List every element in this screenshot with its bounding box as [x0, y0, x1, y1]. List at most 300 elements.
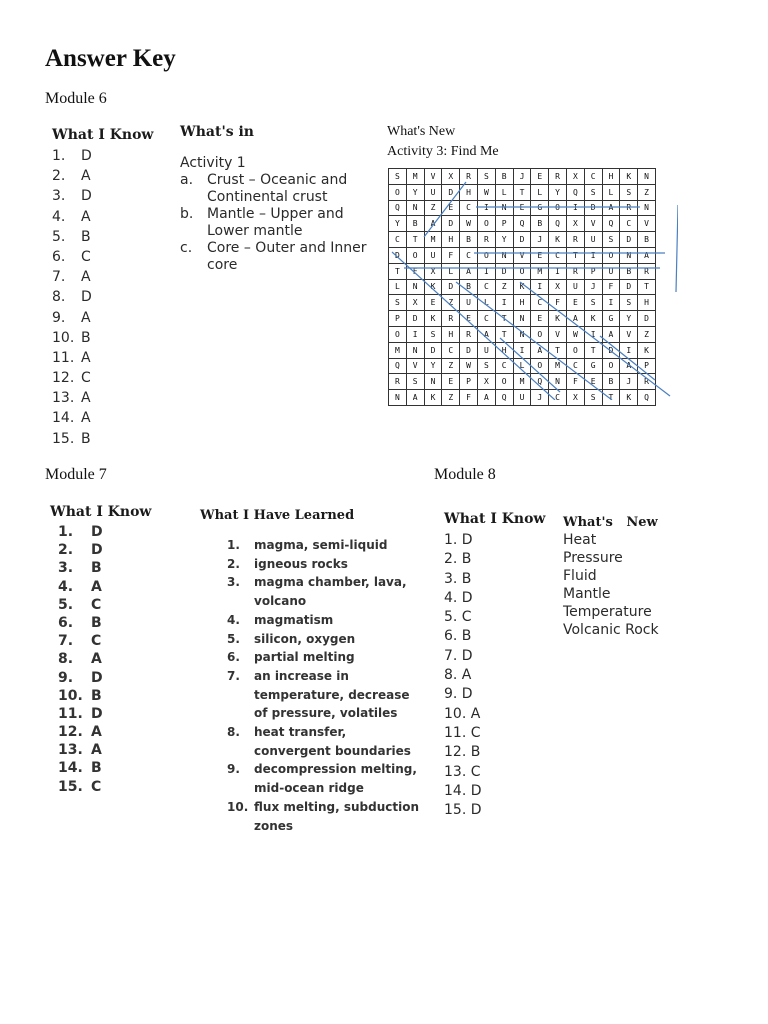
grid-cell: I: [477, 200, 495, 216]
item-text: flux melting, subduction zones: [254, 799, 419, 833]
module-6-heading: Module 6: [45, 90, 107, 107]
grid-cell: I: [406, 326, 424, 342]
item-answer: D: [81, 188, 92, 205]
grid-cell: A: [638, 247, 656, 263]
grid-cell: T: [406, 232, 424, 248]
grid-cell: A: [620, 358, 638, 374]
item-number: 7.: [52, 269, 66, 286]
grid-cell: S: [584, 184, 602, 200]
grid-cell: E: [442, 200, 460, 216]
grid-cell: N: [549, 374, 567, 390]
grid-cell: O: [513, 263, 531, 279]
item-number: 15.: [58, 778, 83, 795]
item-answer: D: [91, 705, 103, 722]
item-answer: B: [81, 329, 91, 346]
grid-cell: D: [495, 263, 513, 279]
grid-cell: I: [584, 247, 602, 263]
grid-cell: R: [549, 169, 567, 185]
item-answer: B: [91, 614, 102, 631]
item-answer: A: [81, 410, 91, 427]
item-answer: D: [91, 524, 103, 540]
item-answer: C: [91, 633, 102, 650]
module-6-what-i-know: [52, 127, 153, 451]
answer-item: 15. D: [444, 802, 482, 819]
item-number: 11.: [52, 349, 75, 366]
item-answer: B: [81, 228, 91, 245]
grid-cell: V: [638, 216, 656, 232]
grid-cell: J: [513, 169, 531, 185]
grid-cell: I: [584, 326, 602, 342]
answer-item: 4. D: [444, 589, 473, 606]
grid-cell: R: [389, 374, 407, 390]
grid-cell: N: [620, 247, 638, 263]
grid-cell: K: [549, 232, 567, 248]
item-text: decompression melting, mid-ocean ridge: [254, 762, 417, 796]
module-7-what-i-have-learned-list: [227, 536, 420, 835]
item-answer: D: [81, 289, 92, 306]
grid-cell: S: [477, 169, 495, 185]
item-answer: B: [81, 430, 91, 447]
grid-cell: S: [620, 184, 638, 200]
grid-cell: Z: [424, 200, 442, 216]
grid-cell: L: [602, 184, 620, 200]
grid-cell: L: [477, 295, 495, 311]
item-number: 7.: [58, 633, 74, 650]
grid-cell: L: [389, 279, 407, 295]
learned-item: [227, 723, 420, 760]
grid-cell: Z: [442, 390, 460, 406]
grid-cell: E: [531, 311, 549, 327]
answer-item: [58, 542, 151, 560]
grid-cell: K: [620, 390, 638, 406]
grid-cell: M: [531, 263, 549, 279]
word-search-answer-lines: [388, 168, 678, 400]
module-7-what-i-have-learned-heading: What I Have Learned: [200, 508, 355, 523]
grid-cell: S: [477, 358, 495, 374]
item-answer: B: [91, 687, 102, 704]
term-item: Volcanic Rock: [563, 622, 659, 638]
grid-cell: W: [477, 184, 495, 200]
grid-cell: E: [460, 311, 478, 327]
grid-cell: Q: [549, 216, 567, 232]
answer-item: 8. A: [444, 667, 472, 684]
item-answer: D: [91, 669, 103, 686]
item-number: 2.: [58, 542, 74, 559]
module-8-whats-new-heading: What's New: [563, 515, 658, 530]
grid-cell: Y: [389, 216, 407, 232]
grid-cell: E: [531, 247, 549, 263]
grid-cell: N: [638, 200, 656, 216]
grid-cell: D: [442, 184, 460, 200]
grid-cell: F: [549, 295, 567, 311]
grid-cell: G: [584, 358, 602, 374]
grid-cell: X: [424, 263, 442, 279]
grid-cell: U: [424, 184, 442, 200]
grid-cell: C: [389, 232, 407, 248]
item-number: 5.: [58, 596, 74, 613]
item-letter: b.: [180, 206, 194, 222]
item-number: 2.: [227, 556, 240, 571]
term-item: Temperature: [563, 604, 652, 620]
module-8-what-i-know-list: [444, 532, 545, 821]
grid-cell: I: [620, 342, 638, 358]
grid-cell: Y: [406, 184, 424, 200]
module-8-what-i-know-heading: What I Know: [444, 511, 546, 527]
grid-cell: M: [406, 169, 424, 185]
item-answer: A: [81, 168, 91, 185]
grid-cell: N: [406, 279, 424, 295]
answer-item: [58, 615, 151, 633]
item-text: partial melting: [254, 650, 355, 665]
grid-cell: H: [638, 295, 656, 311]
module-6-what-i-know-list: [52, 148, 153, 451]
grid-cell: B: [460, 232, 478, 248]
item-text: Core – Outer and Inner core: [207, 240, 367, 273]
grid-cell: S: [389, 169, 407, 185]
answer-item: 11. C: [444, 724, 481, 741]
grid-cell: S: [584, 390, 602, 406]
grid-cell: C: [477, 279, 495, 295]
item-number: 11.: [58, 705, 83, 722]
grid-cell: K: [549, 311, 567, 327]
grid-cell: F: [406, 263, 424, 279]
grid-cell: Z: [442, 358, 460, 374]
grid-cell: D: [513, 232, 531, 248]
learned-item: [227, 667, 420, 723]
module-8-whats-new: [563, 515, 659, 640]
grid-cell: W: [460, 216, 478, 232]
grid-cell: W: [460, 358, 478, 374]
item-answer: A: [81, 349, 91, 366]
module-7-what-i-know-heading: What I Know: [50, 504, 152, 520]
grid-cell: V: [406, 358, 424, 374]
grid-cell: Q: [566, 184, 584, 200]
answer-item: [52, 148, 153, 168]
grid-cell: D: [620, 279, 638, 295]
grid-cell: K: [424, 390, 442, 406]
item-answer: A: [91, 651, 102, 668]
item-text: magma, semi-liquid: [254, 538, 388, 552]
grid-cell: Z: [638, 326, 656, 342]
grid-cell: D: [442, 216, 460, 232]
grid-cell: T: [566, 247, 584, 263]
item-number: 12.: [52, 370, 75, 387]
item-number: 9.: [58, 669, 74, 686]
grid-cell: C: [442, 342, 460, 358]
answer-item: [52, 249, 153, 269]
grid-cell: R: [566, 263, 584, 279]
module-8-whats-new-list: [563, 532, 659, 640]
grid-cell: C: [549, 390, 567, 406]
grid-cell: K: [638, 342, 656, 358]
grid-cell: D: [389, 247, 407, 263]
answer-item: 14. D: [444, 782, 482, 799]
item-answer: C: [91, 778, 102, 795]
grid-cell: F: [602, 279, 620, 295]
grid-cell: I: [549, 263, 567, 279]
grid-cell: T: [389, 263, 407, 279]
learned-item: [227, 630, 420, 649]
grid-cell: N: [495, 247, 513, 263]
answer-item: [58, 633, 151, 651]
grid-cell: K: [424, 311, 442, 327]
module-6-whats-new-heading: What's New: [387, 124, 456, 139]
answer-item: 12. B: [444, 744, 481, 761]
grid-cell: D: [424, 342, 442, 358]
grid-cell: S: [389, 295, 407, 311]
answer-line-diagonal-4: [500, 338, 560, 392]
item-number: 8.: [58, 651, 74, 668]
grid-cell: A: [602, 326, 620, 342]
grid-cell: R: [460, 169, 478, 185]
grid-cell: O: [549, 200, 567, 216]
item-answer: A: [81, 208, 91, 225]
grid-cell: U: [513, 390, 531, 406]
grid-cell: E: [424, 295, 442, 311]
answer-item: 5. C: [444, 609, 472, 626]
grid-cell: R: [638, 263, 656, 279]
grid-cell: R: [638, 374, 656, 390]
grid-cell: B: [460, 279, 478, 295]
item-number: 5.: [52, 228, 66, 245]
answer-item: [58, 724, 151, 742]
item-number: 1.: [58, 524, 74, 540]
grid-cell: I: [477, 263, 495, 279]
answer-item: 10. A: [444, 705, 481, 722]
answer-item: [58, 524, 151, 542]
grid-cell: V: [513, 247, 531, 263]
grid-cell: A: [460, 263, 478, 279]
grid-cell: O: [495, 374, 513, 390]
grid-cell: O: [531, 326, 549, 342]
item-number: 6.: [227, 650, 240, 665]
grid-cell: C: [495, 358, 513, 374]
answer-line-mantle: [424, 182, 466, 237]
grid-cell: R: [477, 232, 495, 248]
grid-cell: R: [566, 232, 584, 248]
item-answer: A: [81, 309, 91, 326]
grid-cell: H: [495, 342, 513, 358]
item-number: 12.: [58, 724, 83, 741]
grid-cell: B: [495, 169, 513, 185]
item-number: 3.: [52, 188, 66, 205]
grid-cell: K: [620, 169, 638, 185]
grid-cell: H: [602, 169, 620, 185]
item-number: 3.: [227, 575, 240, 590]
grid-cell: D: [602, 342, 620, 358]
grid-cell: J: [584, 279, 602, 295]
grid-cell: L: [513, 358, 531, 374]
answer-item: [52, 289, 153, 309]
item-text: heat transfer, convergent boundaries: [254, 725, 411, 758]
grid-cell: B: [620, 263, 638, 279]
answer-item: 9. D: [444, 686, 473, 703]
grid-cell: C: [549, 247, 567, 263]
module-7-what-i-know: [50, 504, 151, 797]
item-number: 2.: [52, 168, 66, 185]
answer-item: [52, 330, 153, 350]
grid-cell: H: [513, 295, 531, 311]
item-answer: C: [91, 596, 102, 613]
grid-cell: A: [566, 311, 584, 327]
item-number: 6.: [52, 248, 66, 265]
grid-cell: F: [460, 390, 478, 406]
grid-cell: S: [406, 374, 424, 390]
answer-item: 7. D: [444, 647, 473, 664]
grid-cell: N: [638, 169, 656, 185]
grid-cell: D: [584, 200, 602, 216]
grid-cell: A: [406, 390, 424, 406]
grid-cell: K: [513, 279, 531, 295]
answer-item: [52, 431, 153, 451]
grid-cell: X: [442, 169, 460, 185]
grid-cell: A: [477, 326, 495, 342]
grid-cell: O: [566, 342, 584, 358]
grid-cell: B: [531, 216, 549, 232]
grid-cell: B: [638, 232, 656, 248]
item-answer: A: [91, 742, 102, 759]
item-answer: D: [91, 542, 103, 559]
answer-item: [52, 188, 153, 208]
grid-cell: T: [584, 342, 602, 358]
learned-item: [227, 555, 420, 574]
grid-cell: T: [549, 342, 567, 358]
module-6-whats-in-heading: What's in: [180, 124, 254, 140]
grid-cell: A: [424, 216, 442, 232]
grid-cell: S: [602, 232, 620, 248]
grid-cell: A: [602, 200, 620, 216]
module-7-heading: Module 7: [45, 466, 107, 483]
grid-cell: T: [602, 390, 620, 406]
item-number: 10.: [52, 329, 75, 346]
module-6-whats-in: [180, 124, 375, 274]
answer-item: [52, 390, 153, 410]
item-number: 3.: [58, 560, 74, 577]
module-8-heading: Module 8: [434, 466, 496, 483]
answer-line-diagonal-5: [600, 336, 655, 380]
item-number: 10.: [58, 687, 83, 704]
grid-cell: D: [442, 279, 460, 295]
item-answer: C: [81, 248, 91, 265]
grid-cell: X: [477, 374, 495, 390]
item-number: 14.: [52, 410, 75, 427]
grid-cell: O: [602, 247, 620, 263]
grid-cell: M: [389, 342, 407, 358]
answer-item: [58, 560, 151, 578]
module-7-what-i-have-learned: [200, 508, 420, 835]
grid-cell: H: [442, 232, 460, 248]
term-item: Fluid: [563, 568, 597, 584]
grid-cell: O: [389, 184, 407, 200]
grid-cell: U: [460, 295, 478, 311]
answer-item: [52, 229, 153, 249]
grid-cell: X: [549, 279, 567, 295]
grid-cell: Z: [495, 279, 513, 295]
grid-cell: P: [584, 263, 602, 279]
grid-cell: L: [442, 263, 460, 279]
term-item: Mantle: [563, 586, 611, 602]
grid-cell: O: [389, 326, 407, 342]
grid-cell: R: [460, 326, 478, 342]
grid-cell: Z: [442, 295, 460, 311]
grid-cell: C: [460, 200, 478, 216]
item-answer: A: [91, 724, 102, 741]
item-number: 1.: [52, 148, 66, 164]
grid-cell: H: [442, 326, 460, 342]
item-number: 14.: [58, 760, 83, 777]
grid-cell: J: [620, 374, 638, 390]
learned-item: [227, 536, 420, 555]
grid-cell: O: [477, 247, 495, 263]
grid-cell: S: [620, 295, 638, 311]
grid-cell: E: [531, 169, 549, 185]
grid-cell: O: [602, 358, 620, 374]
grid-cell: C: [620, 216, 638, 232]
grid-cell: C: [477, 311, 495, 327]
item-number: 5.: [227, 631, 240, 646]
answer-item: [58, 760, 151, 778]
grid-cell: E: [584, 374, 602, 390]
grid-cell: O: [406, 247, 424, 263]
grid-cell: O: [531, 358, 549, 374]
grid-cell: D: [620, 232, 638, 248]
grid-cell: N: [406, 342, 424, 358]
grid-cell: T: [513, 184, 531, 200]
item-text: an increase in temperature, decrease of pressure, volatiles: [254, 668, 410, 721]
answer-item: [58, 742, 151, 760]
answer-item: [52, 350, 153, 370]
item-answer: B: [91, 560, 102, 577]
answer-item: [58, 706, 151, 724]
grid-cell: Q: [602, 216, 620, 232]
learned-item: [227, 760, 420, 797]
item-answer: A: [81, 390, 91, 407]
answer-line-diagonal-1: [392, 252, 555, 400]
grid-cell: I: [602, 295, 620, 311]
grid-cell: C: [531, 295, 549, 311]
grid-cell: K: [424, 279, 442, 295]
grid-cell: L: [495, 184, 513, 200]
term-item: Heat: [563, 532, 597, 548]
grid-cell: N: [406, 200, 424, 216]
grid-cell: V: [584, 216, 602, 232]
module-8-what-i-know: [444, 511, 545, 821]
answer-item: [52, 209, 153, 229]
item-number: 9.: [52, 309, 66, 326]
grid-cell: M: [549, 358, 567, 374]
grid-cell: C: [584, 169, 602, 185]
learned-item: [227, 611, 420, 630]
grid-cell: D: [406, 311, 424, 327]
grid-cell: J: [531, 390, 549, 406]
grid-cell: Q: [389, 358, 407, 374]
grid-cell: T: [495, 326, 513, 342]
learned-item: [227, 648, 420, 667]
item-text: Crust – Oceanic and Continental crust: [207, 172, 348, 205]
module-6-whats-new: [387, 122, 499, 162]
grid-cell: V: [549, 326, 567, 342]
module-7-what-i-know-list: [58, 524, 151, 797]
item-answer: A: [81, 269, 91, 286]
grid-cell: P: [389, 311, 407, 327]
module-6-whats-in-list: [180, 172, 375, 274]
grid-cell: X: [566, 390, 584, 406]
grid-cell: Q: [495, 390, 513, 406]
grid-cell: R: [620, 200, 638, 216]
whats-in-item: [180, 206, 375, 240]
answer-item: 6. B: [444, 628, 472, 645]
grid-cell: X: [566, 169, 584, 185]
